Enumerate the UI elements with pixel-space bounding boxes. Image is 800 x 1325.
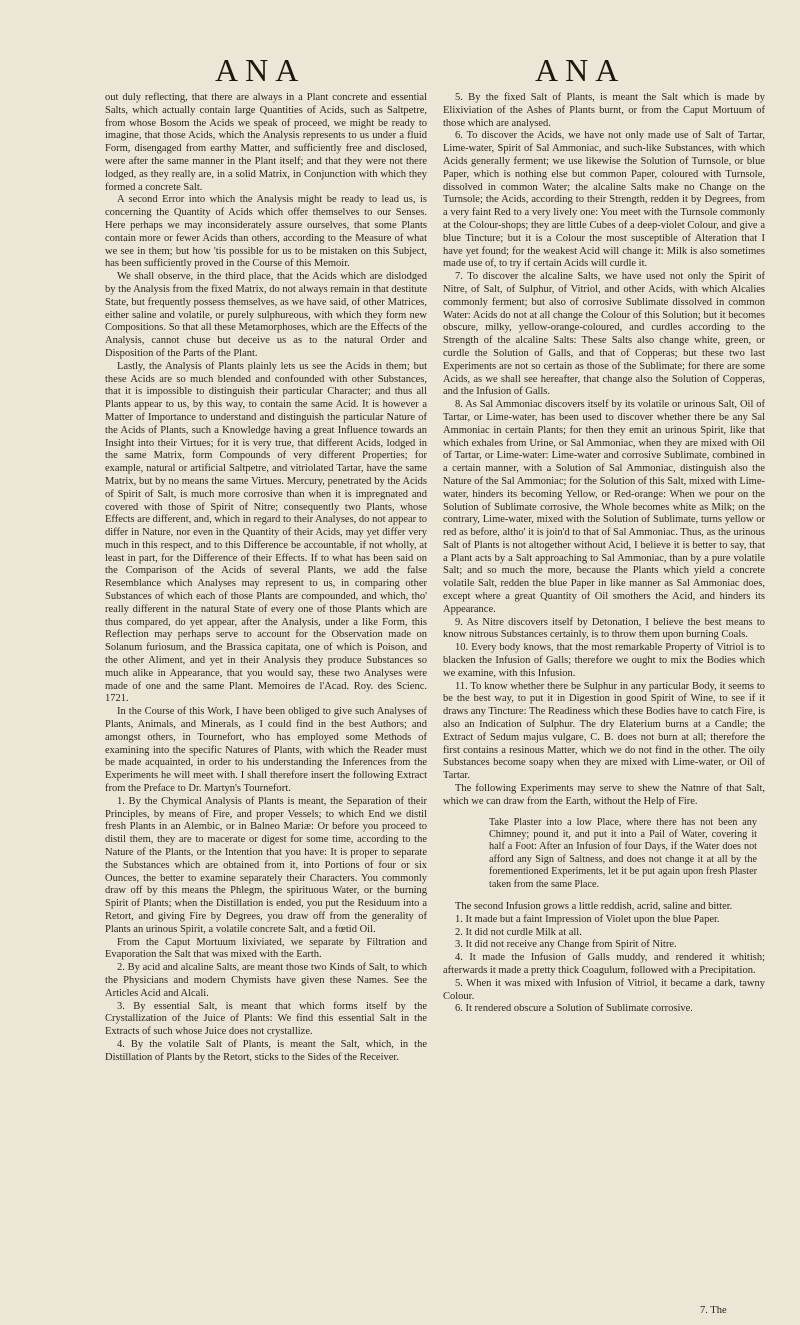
- paragraph: 4. By the volatile Salt of Plants, is meant the Salt, which, in the Distillation of Plants by the Retort, sticks to the Sides of the Receiver.: [105, 1038, 427, 1063]
- paragraph: The second Infusion grows a little reddish, acrid, saline and bitter.: [455, 901, 733, 913]
- left-column: [105, 92, 427, 1065]
- paragraph: 5. By the fixed Salt of Plants, is meant the Salt which is made by Elixiviation of the Ashes of Plants burnt, or from the Caput Mortuum of those which are analysed.: [443, 92, 765, 129]
- paragraph: 4. It made the Infusion of Galls muddy, and rendered it whitish; afterwards it made a pretty thick Coagulum, followed with a Precipitation.: [443, 952, 765, 977]
- paragraph: 2. By acid and alcaline Salts, are meant those two Kinds of Salt, to which the Physicians and modern Chymists have given these Names. See the Articles Acid and Alcali.: [105, 962, 427, 999]
- running-head-right: ANA: [535, 52, 626, 88]
- paragraph: 11. To know whether there be Sulphur in any particular Body, it seems to be the best way, to put it in Digestion in good Spirit of Wine, to see if it draws any Tincture: The Readiness which these Bodies have to catch Fire, is also an Indication of Sulphur. The dry Elaterium burns at a Candle; the Extract of Sedum majus vulgare, C. B. does not burn at all; therefore the first contains a resinous Matter, which we do not find in the other. The oily Substances become soapy when they are mixed with Lime-water, or Oil of Tartar.: [443, 680, 765, 782]
- paragraph: 3. It did not receive any Change from Spirit of Nitre.: [455, 939, 677, 951]
- paragraph: From the Caput Mortuum lixiviated, we separate by Filtration and Evaporation the Salt that was mixed with the Earth.: [105, 936, 427, 961]
- paragraph: 10. Every body knows, that the most remarkable Property of Vitriol is to blacken the Infusion of Galls; therefore we ought to mix the Bodies which we examine, with this Infusion.: [443, 642, 765, 679]
- catchword: 7. The: [700, 1305, 727, 1316]
- paragraph: We shall observe, in the third place, that the Acids which are dislodged by the Analysis from the fixed Matrix, do not always remain in that destitute State, but frequently possess themselves, as we have said, of other Matrices, either saline and volatile, or purely sulphureous, with which they form new Compositions. So that all these Metamorphoses, which are the Effects of the Analysis, cannot chuse but deceive us as to the natural Order and Disposition of the Parts of the Plant.: [105, 271, 427, 359]
- block-quote: [489, 817, 757, 891]
- paragraph: Lastly, the Analysis of Plants plainly lets us see the Acids in them; but these Acids are so much blended and confounded with other Substances, that it is impossible to distinguish their particular Character; and thus all Plants appear to us, by this way, to contain the same Acid. It is however a Matter of Importance to understand and distinguish the particular Nature of the Acids of Plants, such a Knowledge having a great Influence towards an Insight into their Virtues; for it is very true, that different Acids, lodged in the same Matrix, form Compounds of very different Properties; for example, natural or artificial Saltpetre, and vitriolated Tartar, have the same Matrix, but by no means the same Virtues. Mercury, penetrated by the Acids of Spirit of Salt, is much more corrosive than when it is impregnated and covered with those of Spirit of Nitre; consequently two Plants, whose Effects are different, and, which in regard to their Analyses, do not appear to differ in Nature, nor even in the Quantity of their Acids, may yet differ very much in this respect, and to this Difference be accountable, if not wholly, at least in part, for the Difference of their Effects. If to what has been said on the Comparison of the Acids of several Plants, we add the false Resemblance which Analyses may represent to us, in comparing other Substances of which each of those Plants are compounded, and which, tho' really different in the natural State of every one of those Plants which are thus compared, do yet appear, after the Analysis, under a like Form, this Reflection may perhaps serve to account for the Observation made on Solanum furiosum, and the Brassica capitata, one of which is Poison, and the other Aliment, and yet in their Analysis they produce Substances so much alike in Appearance, that you would say, these two Analyses were made of one and the same Plant. Memoires de l'Acad. Roy. des Scienc. 1721.: [105, 360, 427, 705]
- quote-text: Take Plaster into a low Place, where there has not been any Chimney; pound it, and put it into a Pail of Water, covering it half a Foot: After an Infusion of four Days, if the Water does not afford any Sign of Saltness, and does not change it at all by the forementioned Experiments, let it be put again upon fresh Plaster taken from the same Place.: [489, 816, 757, 890]
- paragraph: 1. By the Chymical Analysis of Plants is meant, the Separation of their Principles, by means of Fire, and proper Vessels; to which End we distil fresh Plants in an Alembic, or in Balneo Mariæ: Or before you proceed to distil them, they are to macerate or digest for some time, according to the Nature of the Plants, or the Intention that you have: It is proper to separate the Substances which are obtained from it, into Portions of four or six Ounces, the better to examine separately their Characters. You commonly draw off by this means the Phlegm, the spirituous Water, or the burning Spirit of Plants; when the Distillation is ended, you put the Residuum into a Retort, and giving Fire by Degrees, you draw off from the generality of Plants an urinous Spirit, a volatile concrete Salt, and a fœtid Oil.: [105, 795, 427, 935]
- paragraph: The following Experiments may serve to shew the Natnre of that Salt, which we can draw from the Earth, without the Help of Fire.: [443, 783, 765, 807]
- paragraph: 6. It rendered obscure a Solution of Sublimate corrosive.: [455, 1003, 693, 1015]
- paragraph: 1. It made but a faint Impression of Violet upon the blue Paper.: [455, 913, 720, 925]
- paragraph: 6. To discover the Acids, we have not only made use of Salt of Tartar, Lime-water, Spirit of Sal Ammoniac, and such-like Substances, with which Acids generally ferment; we use likewise the Solution of Turnsole, or blue Paper, which is nothing else but common Paper, coloured with Turnsole, dissolved in common Water; the alcaline Salts make no Change on the Turnsole; the Acids, according to their Strength, redden it by Degrees, from a very faint Red to a very lively one: You meet with the Turnsole commonly at the Colour-shops; they are little Cubes of a deep-violet Colour, and give a blue Tincture; but it is a Colour the most susceptible of Alteration that I have yet found; for the weakest Acid will change it: Milk is also sometimes made use of, to try if certain Acids will curdle it.: [443, 130, 765, 270]
- paragraph: 7. To discover the alcaline Salts, we have used not only the Spirit of Nitre, of Salt, of Sulphur, of Vitriol, and other Acids, with which Alcalies commonly ferment; but also of corrosive Sublimate dissolved in common Water: Acids do not at all change the Colour of this Solution; but it becomes obscure, milky, yellow-orange-coloured, and curdles according to the Strength of the alcaline Salts: These Salts also change white, green, or curdle the Solution of Galls, and that of Copperas; but these two last Experiments are not so certain as those of the Sublimate; for there are some Acids, as we shall see hereafter, that change also the Solution of Copperas, and the Infusion of Galls.: [443, 271, 765, 398]
- paragraph: 3. By essential Salt, is meant that which forms itself by the Crystallization of the Juice of Plants: We find this essential Salt in the Extracts of such whose Juice does not crystallize.: [105, 1000, 427, 1038]
- paragraph: 5. When it was mixed with Infusion of Vitriol, it became a dark, tawny Colour.: [443, 977, 765, 1002]
- running-head-left: ANA: [215, 52, 306, 88]
- right-column: [443, 92, 765, 1016]
- paragraph: out duly reflecting, that there are always in a Plant concrete and essential Salts, which actually contain large Quantities of Acids, such as Saltpetre, from whose Bosom the Acids we speak of proceed, we might be ready to imagine, that those Acids, which the Analysis represents to us under a fluid Form, disengaged from earthy Matter, and sufficiently free and disclosed, were after the same manner in the Plant itself; and that they were not there lodged, as they really are, in a solid Matrix, in Conjunction with which they formed a concrete Salt.: [105, 92, 427, 193]
- paragraph: 2. It did not curdle Milk at all.: [455, 926, 582, 938]
- paragraph: 9. As Nitre discovers itself by Detonation, I believe the best means to know nitrous Substances certainly, is to throw them upon burning Coals.: [443, 616, 765, 641]
- paragraph: 8. As Sal Ammoniac discovers itself by its volatile or urinous Salt, Oil of Tartar, or Lime-water, has been used to discover whether there be any Sal Ammoniac in certain Plants; for then they emit an urinous Spirit, like that which exhales from Urine, or Sal Ammoniac, when they are mixed with Oil of Tartar, or Lime-water: Lime-water and corrosive Sublimate, combined in a certain manner, with a Solution of Sal Ammoniac, distinguish also the Nature of the Sal Ammoniac; for the Solution of this Salt, mixed with Lime-water, hinders its becoming Yellow, or Red-orange: When we pour on the Solution of Sublimate corrosive, the Whole becomes white as Milk; on the contrary, Lime-water, mixed with the Solution of Sublimate, turns yellow or red as before, altho' it is join'd to that of Sal Ammoniac. Thus, as the urinous Salt of Plants is not altogether without Acid, I believe it is better to say, that a Plant acts by a Salt approaching to Sal Ammoniac, than by a pure volatile Salt; and so much the more, because the Plants which yield a concrete volatile Salt, redden the blue Paper in like manner as Sal Ammoniac does, except where a great Quantity of Oil smothers the Acid, and hinders its Appearance.: [443, 399, 765, 615]
- paragraph: A second Error into which the Analysis might be ready to lead us, is concerning the Quantity of Acids which offer themselves to our Senses. Here perhaps we may inconsiderately assure ourselves, that some Plants contain more or fewer Acids than others, according to the Measure of what we see in them; but how 'tis possible for us to be mistaken on this Subject, has been sufficiently proved in the Course of this Memoir.: [105, 194, 427, 270]
- paragraph: In the Course of this Work, I have been obliged to give such Analyses of Plants, Animals, and Minerals, as I could find in the best Authors; and amongst others, in Tournefort, who has employed some Methods of examining into the specific Natures of Plants, with which the Reader must be made acquainted, in order to his understanding the Inferences from the Experiments he will meet with. I shall therefore insert the following Extract from the Preface to Dr. Martyn's Tournefort.: [105, 706, 427, 795]
